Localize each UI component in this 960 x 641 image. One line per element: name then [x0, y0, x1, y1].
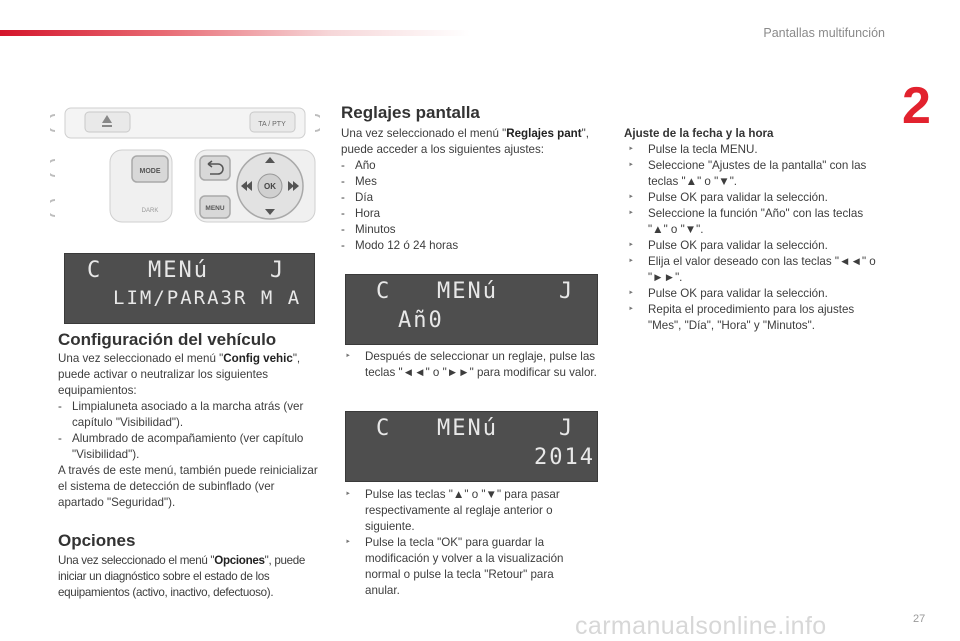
after-lcd-step — [341, 349, 603, 381]
opciones-menu-name: Opciones — [214, 554, 265, 567]
fecha-steps — [624, 142, 886, 334]
navigation-steps — [341, 487, 591, 599]
display-line-2: Añ0 — [398, 308, 444, 333]
list-item: - Hora — [341, 206, 603, 222]
reglajes-menu-name: Reglajes pant — [506, 127, 582, 140]
list-item: - Mes — [341, 174, 603, 190]
mode-button-label: MODE — [139, 168, 161, 175]
list-item: ‣ Después de seleccionar un reglaje, pulse las teclas "◄◄" o "►►" para modificar su valor. — [341, 349, 603, 381]
config-menu-name: Config vehic — [223, 352, 293, 365]
display-line-2: 2014 — [534, 445, 595, 470]
list-item: ‣ Pulse la tecla "OK" para guardar la modificación y volver a la visualización normal o pulse la tecla "Retour" para anular. — [341, 535, 591, 599]
fecha-title: Ajuste de la fecha y la hora — [624, 127, 774, 140]
list-item: ‣ Pulse OK para validar la selección. — [624, 286, 886, 302]
ok-button-label: OK — [264, 182, 276, 191]
list-item: ‣ Pulse la tecla MENU. — [624, 142, 886, 158]
header-accent-bar — [0, 30, 470, 36]
reglajes-intro-c: ", puede acceder a los siguientes ajustes: — [341, 127, 589, 156]
chapter-number: 2 — [902, 77, 931, 135]
control-panel-illustration — [50, 100, 320, 230]
watermark: carmanualsonline.info — [575, 612, 827, 640]
list-item: ‣ Pulse OK para validar la selección. — [624, 190, 886, 206]
config-title: Configuración del vehículo — [58, 330, 277, 349]
display-year-value — [345, 411, 598, 482]
display-config-menu — [64, 253, 315, 324]
section-title: Pantallas multifunción — [763, 26, 885, 40]
reglajes-body — [341, 126, 603, 254]
opciones-body — [58, 553, 316, 601]
list-item: ‣ Seleccione la función "Año" con las teclas "▲" o "▼". — [624, 206, 886, 238]
list-item: - Día — [341, 190, 603, 206]
list-item: - Minutos — [341, 222, 603, 238]
opciones-title: Opciones — [58, 531, 136, 550]
config-body — [58, 351, 320, 511]
display-year-setting — [345, 274, 598, 345]
reglajes-title: Reglajes pantalla — [341, 103, 480, 122]
list-item: ‣ Pulse OK para validar la selección. — [624, 238, 886, 254]
opciones-text-c: ", puede iniciar un diagnóstico sobre el estado de los equipamientos (activo, inactivo, defectuoso). — [58, 554, 306, 599]
display-line-1: C MENú J — [376, 416, 575, 441]
ta-pty-label: TA / PTY — [258, 121, 286, 128]
list-item: - Alumbrado de acompañamiento (ver capítulo "Visibilidad"). — [58, 431, 320, 463]
page-number: 27 — [913, 613, 926, 625]
list-item: ‣ Repita el procedimiento para los ajustes "Mes", "Día", "Hora" y "Minutos". — [624, 302, 886, 334]
display-line-2: LIM/PARA3R M A — [113, 287, 302, 309]
list-item: ‣ Seleccione "Ajustes de la pantalla" con las teclas "▲" o "▼". — [624, 158, 886, 190]
dark-button-label: DARK — [141, 208, 159, 214]
reglajes-list — [341, 158, 603, 254]
list-item: - Año — [341, 158, 603, 174]
display-line-1: C MENú J — [376, 279, 575, 304]
menu-button-label: MENU — [205, 205, 225, 212]
display-line-1: C MENú J — [87, 258, 286, 283]
config-outro: A través de este menú, también puede reinicializar el sistema de detección de subinflado (ver apartado "Seguridad"). — [58, 464, 318, 509]
list-item: ‣ Elija el valor deseado con las teclas "◄◄" o "►►". — [624, 254, 886, 286]
config-intro-a: Una vez seleccionado el menú " — [58, 352, 224, 365]
config-list — [58, 399, 320, 463]
opciones-text-a: Una vez seleccionado el menú " — [58, 554, 215, 567]
list-item: - Modo 12 ó 24 horas — [341, 238, 603, 254]
reglajes-intro-a: Una vez seleccionado el menú " — [341, 127, 507, 140]
list-item: ‣ Pulse las teclas "▲" o "▼" para pasar respectivamente al reglaje anterior o siguiente. — [341, 487, 591, 535]
list-item: - Limpialuneta asociado a la marcha atrás (ver capítulo "Visibilidad"). — [58, 399, 320, 431]
config-intro-c: ", puede activar o neutralizar los siguientes equipamientos: — [58, 352, 301, 397]
